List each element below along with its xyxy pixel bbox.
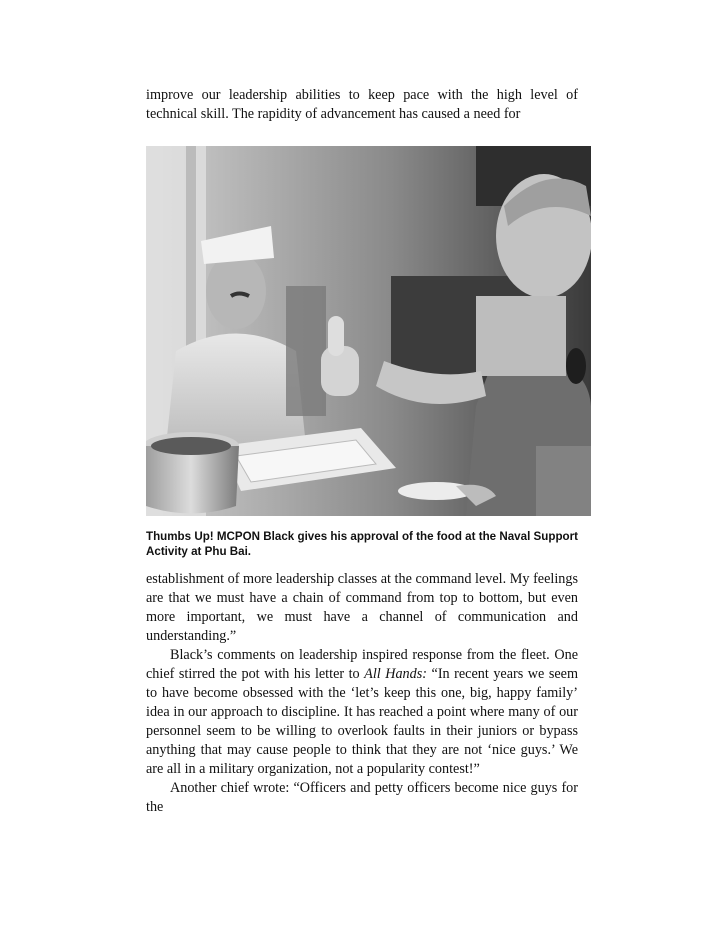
photograph (146, 146, 591, 516)
photo-illustration (146, 146, 591, 516)
cook-shirt (166, 334, 306, 447)
sunglasses (566, 348, 586, 384)
body-text (146, 570, 578, 817)
publication-title: All Hands: (364, 666, 427, 682)
paragraph-2-text-a: Black’s comments on leadership inspired response from the fleet. One chief stirred the pot with his letter to (146, 647, 578, 682)
intro-paragraph: improve our leadership abilities to keep pace with the high level of technical skill. The rapidity of advancement has caused a need for (146, 87, 578, 122)
paragraph-1: establishment of more leadership classes at the command level. My feelings are that we must have a chain of command from top to bottom, but even more important, we must have a channel of communication and understanding.” (146, 571, 578, 644)
paragraph-2-text-b: “In recent years we seem to have become obsessed with the ‘let’s keep this one, big, happy family’ idea in our approach to discipline. It has reached a point where many of our personnel seem to be willing to overlook faults in their juniors or bypass anything that may cause people to think that they are not ‘nice guys.’ We are all in a military organization, not a popularity contest!” (146, 666, 578, 777)
paragraph-3: Another chief wrote: “Officers and petty officers become nice guys for the (146, 780, 578, 815)
photo-caption: Thumbs Up! MCPON Black gives his approval of the food at the Naval Support Activity at Phu Bai. (146, 530, 578, 558)
cook-face (206, 253, 266, 329)
paragraph-2 (146, 646, 578, 779)
